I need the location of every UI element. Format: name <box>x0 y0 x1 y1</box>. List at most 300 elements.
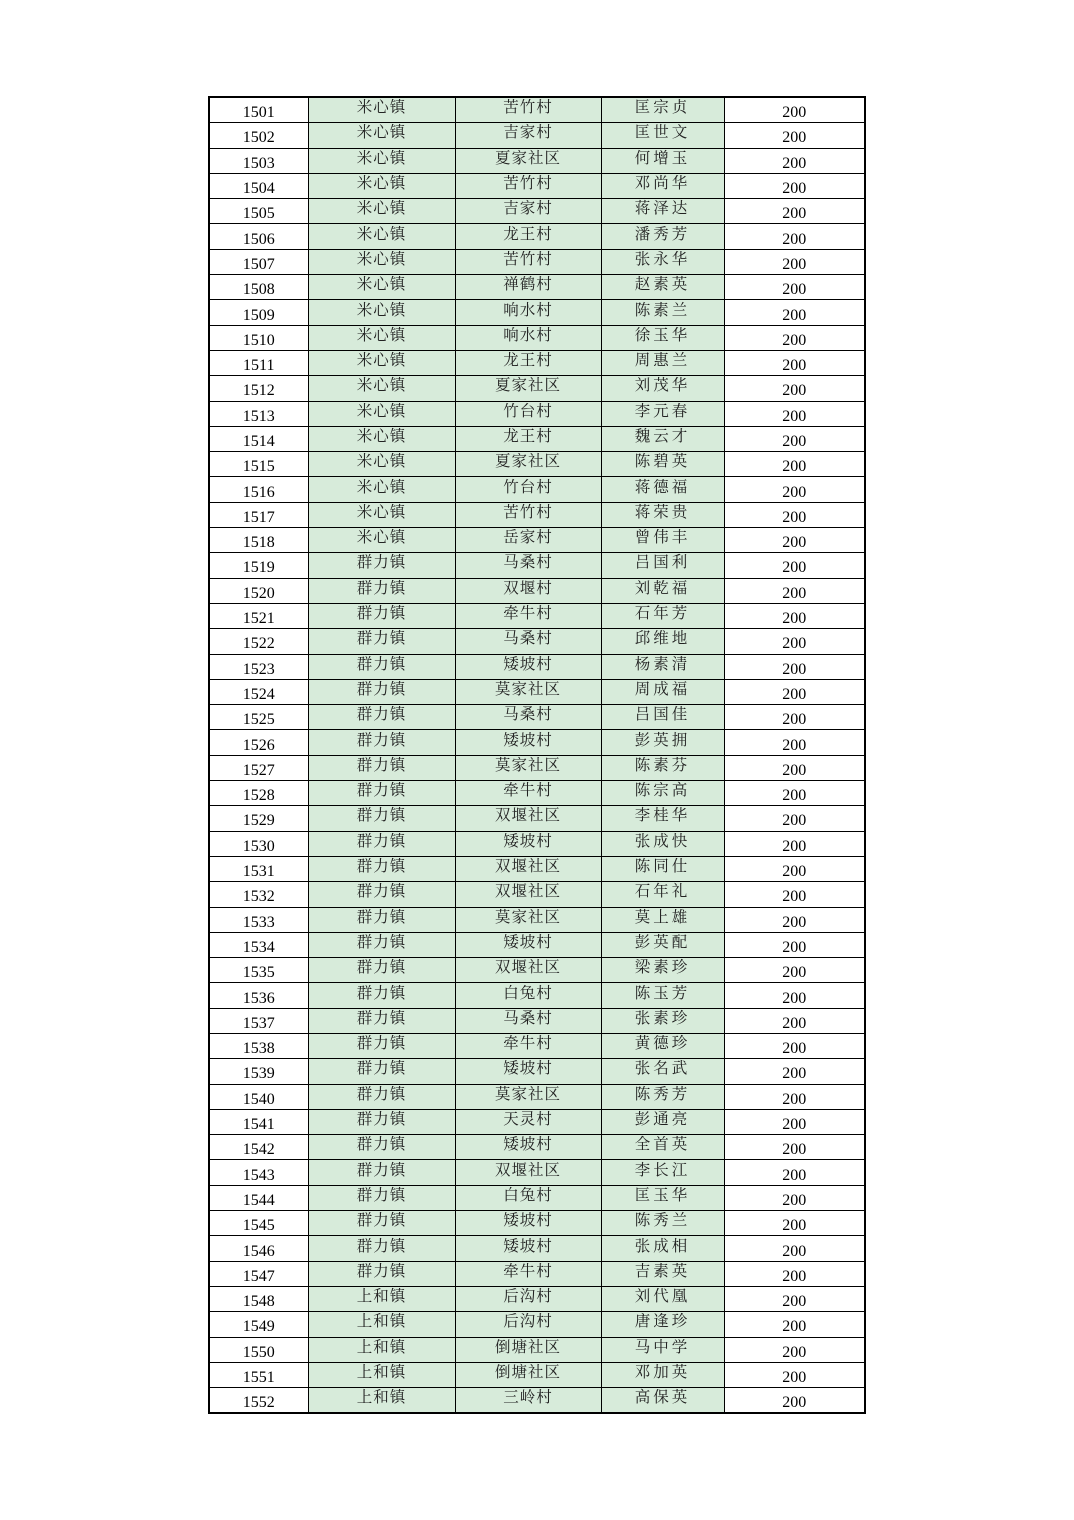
town-cell: 群力镇 <box>308 1059 455 1084</box>
town-cell: 群力镇 <box>308 730 455 755</box>
amount-cell: 200 <box>724 452 865 477</box>
town-cell: 群力镇 <box>308 654 455 679</box>
table-row <box>209 148 865 173</box>
person-name-cell: 李长江 <box>601 1160 724 1185</box>
table-row <box>209 1033 865 1058</box>
serial-number-cell: 1536 <box>209 983 308 1008</box>
village-cell: 夏家社区 <box>455 452 601 477</box>
serial-number-cell: 1501 <box>209 97 308 123</box>
amount-cell: 200 <box>724 1185 865 1210</box>
table-row <box>209 654 865 679</box>
amount-cell: 200 <box>724 755 865 780</box>
person-name-cell: 吉素英 <box>601 1261 724 1286</box>
serial-number-cell: 1522 <box>209 629 308 654</box>
serial-number-cell: 1549 <box>209 1312 308 1337</box>
serial-number-cell: 1547 <box>209 1261 308 1286</box>
town-cell: 米心镇 <box>308 528 455 553</box>
person-name-cell: 唐逢珍 <box>601 1312 724 1337</box>
person-name-cell: 陈宗高 <box>601 781 724 806</box>
village-cell: 牵牛村 <box>455 1033 601 1058</box>
amount-cell: 200 <box>724 730 865 755</box>
serial-number-cell: 1521 <box>209 603 308 628</box>
serial-number-cell: 1529 <box>209 806 308 831</box>
town-cell: 米心镇 <box>308 249 455 274</box>
amount-cell: 200 <box>724 1337 865 1362</box>
village-cell: 白兔村 <box>455 1185 601 1210</box>
serial-number-cell: 1518 <box>209 528 308 553</box>
table-row <box>209 781 865 806</box>
town-cell: 群力镇 <box>308 755 455 780</box>
village-cell: 苦竹村 <box>455 97 601 123</box>
table-row <box>209 325 865 350</box>
serial-number-cell: 1503 <box>209 148 308 173</box>
table-row <box>209 603 865 628</box>
person-name-cell: 彭英配 <box>601 932 724 957</box>
person-name-cell: 全首英 <box>601 1135 724 1160</box>
town-cell: 群力镇 <box>308 629 455 654</box>
amount-cell: 200 <box>724 528 865 553</box>
town-cell: 米心镇 <box>308 502 455 527</box>
amount-cell: 200 <box>724 224 865 249</box>
town-cell: 群力镇 <box>308 806 455 831</box>
serial-number-cell: 1524 <box>209 679 308 704</box>
amount-cell: 200 <box>724 781 865 806</box>
person-name-cell: 梁素珍 <box>601 958 724 983</box>
village-cell: 禅鹤村 <box>455 275 601 300</box>
amount-cell: 200 <box>724 705 865 730</box>
roster-table <box>208 96 866 1414</box>
amount-cell: 200 <box>724 249 865 274</box>
amount-cell: 200 <box>724 1135 865 1160</box>
village-cell: 龙王村 <box>455 350 601 375</box>
village-cell: 矮坡村 <box>455 1135 601 1160</box>
village-cell: 竹台村 <box>455 477 601 502</box>
amount-cell: 200 <box>724 173 865 198</box>
table-row <box>209 1160 865 1185</box>
table-row <box>209 958 865 983</box>
village-cell: 牵牛村 <box>455 603 601 628</box>
amount-cell: 200 <box>724 1059 865 1084</box>
table-row <box>209 452 865 477</box>
amount-cell: 200 <box>724 983 865 1008</box>
serial-number-cell: 1539 <box>209 1059 308 1084</box>
amount-cell: 200 <box>724 907 865 932</box>
serial-number-cell: 1552 <box>209 1388 308 1414</box>
table-row <box>209 1135 865 1160</box>
village-cell: 后沟村 <box>455 1312 601 1337</box>
person-name-cell: 匡世文 <box>601 123 724 148</box>
amount-cell: 200 <box>724 679 865 704</box>
amount-cell: 200 <box>724 629 865 654</box>
amount-cell: 200 <box>724 1211 865 1236</box>
person-name-cell: 张素珍 <box>601 1008 724 1033</box>
village-cell: 岳家村 <box>455 528 601 553</box>
serial-number-cell: 1551 <box>209 1362 308 1387</box>
table-row <box>209 1185 865 1210</box>
table-row <box>209 1008 865 1033</box>
amount-cell: 200 <box>724 806 865 831</box>
town-cell: 上和镇 <box>308 1337 455 1362</box>
town-cell: 群力镇 <box>308 705 455 730</box>
person-name-cell: 刘乾福 <box>601 578 724 603</box>
table-row <box>209 932 865 957</box>
serial-number-cell: 1525 <box>209 705 308 730</box>
town-cell: 群力镇 <box>308 1135 455 1160</box>
serial-number-cell: 1510 <box>209 325 308 350</box>
person-name-cell: 张名武 <box>601 1059 724 1084</box>
village-cell: 牵牛村 <box>455 781 601 806</box>
amount-cell: 200 <box>724 1261 865 1286</box>
town-cell: 群力镇 <box>308 578 455 603</box>
serial-number-cell: 1511 <box>209 350 308 375</box>
table-row <box>209 629 865 654</box>
village-cell: 莫家社区 <box>455 679 601 704</box>
village-cell: 双堰村 <box>455 578 601 603</box>
roster-table-body <box>209 97 865 1413</box>
town-cell: 群力镇 <box>308 932 455 957</box>
village-cell: 夏家社区 <box>455 148 601 173</box>
serial-number-cell: 1530 <box>209 831 308 856</box>
amount-cell: 200 <box>724 1236 865 1261</box>
town-cell: 米心镇 <box>308 376 455 401</box>
person-name-cell: 彭英拥 <box>601 730 724 755</box>
person-name-cell: 赵素英 <box>601 275 724 300</box>
person-name-cell: 周成福 <box>601 679 724 704</box>
village-cell: 竹台村 <box>455 401 601 426</box>
town-cell: 群力镇 <box>308 603 455 628</box>
table-row <box>209 1261 865 1286</box>
person-name-cell: 周惠兰 <box>601 350 724 375</box>
village-cell: 双堰社区 <box>455 806 601 831</box>
person-name-cell: 魏云才 <box>601 426 724 451</box>
town-cell: 群力镇 <box>308 1033 455 1058</box>
village-cell: 马桑村 <box>455 629 601 654</box>
amount-cell: 200 <box>724 603 865 628</box>
serial-number-cell: 1512 <box>209 376 308 401</box>
person-name-cell: 石年礼 <box>601 882 724 907</box>
table-row <box>209 1236 865 1261</box>
village-cell: 矮坡村 <box>455 831 601 856</box>
table-row <box>209 1388 865 1414</box>
village-cell: 马桑村 <box>455 553 601 578</box>
town-cell: 米心镇 <box>308 123 455 148</box>
table-row <box>209 806 865 831</box>
table-row <box>209 97 865 123</box>
amount-cell: 200 <box>724 831 865 856</box>
amount-cell: 200 <box>724 275 865 300</box>
village-cell: 矮坡村 <box>455 654 601 679</box>
town-cell: 米心镇 <box>308 173 455 198</box>
town-cell: 群力镇 <box>308 983 455 1008</box>
village-cell: 响水村 <box>455 300 601 325</box>
village-cell: 矮坡村 <box>455 730 601 755</box>
person-name-cell: 陈同仕 <box>601 856 724 881</box>
table-row <box>209 123 865 148</box>
village-cell: 矮坡村 <box>455 932 601 957</box>
village-cell: 矮坡村 <box>455 1059 601 1084</box>
amount-cell: 200 <box>724 376 865 401</box>
person-name-cell: 蒋荣贵 <box>601 502 724 527</box>
table-row <box>209 376 865 401</box>
person-name-cell: 彭通亮 <box>601 1109 724 1134</box>
town-cell: 米心镇 <box>308 300 455 325</box>
town-cell: 米心镇 <box>308 224 455 249</box>
amount-cell: 200 <box>724 1008 865 1033</box>
person-name-cell: 张成相 <box>601 1236 724 1261</box>
town-cell: 群力镇 <box>308 958 455 983</box>
person-name-cell: 何增玉 <box>601 148 724 173</box>
person-name-cell: 石年芳 <box>601 603 724 628</box>
serial-number-cell: 1528 <box>209 781 308 806</box>
person-name-cell: 匡玉华 <box>601 1185 724 1210</box>
person-name-cell: 吕国利 <box>601 553 724 578</box>
amount-cell: 200 <box>724 97 865 123</box>
amount-cell: 200 <box>724 1109 865 1134</box>
village-cell: 苦竹村 <box>455 173 601 198</box>
village-cell: 马桑村 <box>455 1008 601 1033</box>
amount-cell: 200 <box>724 1084 865 1109</box>
table-row <box>209 578 865 603</box>
town-cell: 群力镇 <box>308 1109 455 1134</box>
serial-number-cell: 1523 <box>209 654 308 679</box>
village-cell: 莫家社区 <box>455 907 601 932</box>
table-row <box>209 1109 865 1134</box>
town-cell: 米心镇 <box>308 426 455 451</box>
village-cell: 后沟村 <box>455 1286 601 1311</box>
town-cell: 米心镇 <box>308 275 455 300</box>
serial-number-cell: 1516 <box>209 477 308 502</box>
serial-number-cell: 1544 <box>209 1185 308 1210</box>
serial-number-cell: 1535 <box>209 958 308 983</box>
amount-cell: 200 <box>724 1033 865 1058</box>
table-row <box>209 477 865 502</box>
person-name-cell: 蒋德福 <box>601 477 724 502</box>
table-row <box>209 553 865 578</box>
town-cell: 米心镇 <box>308 477 455 502</box>
amount-cell: 200 <box>724 553 865 578</box>
table-row <box>209 350 865 375</box>
person-name-cell: 蒋泽达 <box>601 199 724 224</box>
person-name-cell: 陈素芬 <box>601 755 724 780</box>
town-cell: 米心镇 <box>308 452 455 477</box>
town-cell: 群力镇 <box>308 1261 455 1286</box>
table-row <box>209 882 865 907</box>
serial-number-cell: 1519 <box>209 553 308 578</box>
town-cell: 上和镇 <box>308 1388 455 1414</box>
village-cell: 吉家村 <box>455 123 601 148</box>
amount-cell: 200 <box>724 654 865 679</box>
serial-number-cell: 1509 <box>209 300 308 325</box>
person-name-cell: 陈素兰 <box>601 300 724 325</box>
amount-cell: 200 <box>724 502 865 527</box>
person-name-cell: 陈秀芳 <box>601 1084 724 1109</box>
person-name-cell: 陈碧英 <box>601 452 724 477</box>
serial-number-cell: 1526 <box>209 730 308 755</box>
amount-cell: 200 <box>724 932 865 957</box>
serial-number-cell: 1550 <box>209 1337 308 1362</box>
town-cell: 群力镇 <box>308 1236 455 1261</box>
serial-number-cell: 1548 <box>209 1286 308 1311</box>
town-cell: 米心镇 <box>308 325 455 350</box>
village-cell: 双堰社区 <box>455 856 601 881</box>
amount-cell: 200 <box>724 882 865 907</box>
serial-number-cell: 1515 <box>209 452 308 477</box>
village-cell: 夏家社区 <box>455 376 601 401</box>
table-row <box>209 1059 865 1084</box>
person-name-cell: 黄德珍 <box>601 1033 724 1058</box>
serial-number-cell: 1520 <box>209 578 308 603</box>
village-cell: 马桑村 <box>455 705 601 730</box>
table-row <box>209 705 865 730</box>
serial-number-cell: 1527 <box>209 755 308 780</box>
village-cell: 矮坡村 <box>455 1236 601 1261</box>
table-row <box>209 199 865 224</box>
serial-number-cell: 1541 <box>209 1109 308 1134</box>
town-cell: 米心镇 <box>308 199 455 224</box>
person-name-cell: 邓尚华 <box>601 173 724 198</box>
serial-number-cell: 1502 <box>209 123 308 148</box>
table-row <box>209 1084 865 1109</box>
person-name-cell: 曾伟丰 <box>601 528 724 553</box>
table-row <box>209 831 865 856</box>
table-row <box>209 679 865 704</box>
table-row <box>209 401 865 426</box>
village-cell: 倒塘社区 <box>455 1337 601 1362</box>
serial-number-cell: 1538 <box>209 1033 308 1058</box>
person-name-cell: 杨素清 <box>601 654 724 679</box>
village-cell: 倒塘社区 <box>455 1362 601 1387</box>
serial-number-cell: 1517 <box>209 502 308 527</box>
amount-cell: 200 <box>724 958 865 983</box>
person-name-cell: 陈秀兰 <box>601 1211 724 1236</box>
amount-cell: 200 <box>724 1388 865 1414</box>
person-name-cell: 陈玉芳 <box>601 983 724 1008</box>
serial-number-cell: 1507 <box>209 249 308 274</box>
serial-number-cell: 1508 <box>209 275 308 300</box>
person-name-cell: 匡宗贞 <box>601 97 724 123</box>
serial-number-cell: 1532 <box>209 882 308 907</box>
village-cell: 矮坡村 <box>455 1211 601 1236</box>
person-name-cell: 邱维地 <box>601 629 724 654</box>
table-row <box>209 1211 865 1236</box>
person-name-cell: 张成快 <box>601 831 724 856</box>
serial-number-cell: 1542 <box>209 1135 308 1160</box>
person-name-cell: 刘茂华 <box>601 376 724 401</box>
amount-cell: 200 <box>724 350 865 375</box>
person-name-cell: 李桂华 <box>601 806 724 831</box>
village-cell: 双堰社区 <box>455 1160 601 1185</box>
table-row <box>209 1362 865 1387</box>
town-cell: 群力镇 <box>308 553 455 578</box>
person-name-cell: 吕国佳 <box>601 705 724 730</box>
table-row <box>209 426 865 451</box>
amount-cell: 200 <box>724 1312 865 1337</box>
village-cell: 双堰社区 <box>455 958 601 983</box>
serial-number-cell: 1545 <box>209 1211 308 1236</box>
serial-number-cell: 1506 <box>209 224 308 249</box>
town-cell: 上和镇 <box>308 1312 455 1337</box>
town-cell: 米心镇 <box>308 148 455 173</box>
village-cell: 龙王村 <box>455 426 601 451</box>
table-row <box>209 275 865 300</box>
serial-number-cell: 1505 <box>209 199 308 224</box>
person-name-cell: 高保英 <box>601 1388 724 1414</box>
serial-number-cell: 1504 <box>209 173 308 198</box>
person-name-cell: 潘秀芳 <box>601 224 724 249</box>
village-cell: 苦竹村 <box>455 249 601 274</box>
person-name-cell: 李元春 <box>601 401 724 426</box>
table-row <box>209 983 865 1008</box>
town-cell: 群力镇 <box>308 882 455 907</box>
table-row <box>209 249 865 274</box>
amount-cell: 200 <box>724 426 865 451</box>
village-cell: 三岭村 <box>455 1388 601 1414</box>
serial-number-cell: 1543 <box>209 1160 308 1185</box>
town-cell: 米心镇 <box>308 97 455 123</box>
table-row <box>209 730 865 755</box>
amount-cell: 200 <box>724 325 865 350</box>
table-row <box>209 173 865 198</box>
town-cell: 群力镇 <box>308 1160 455 1185</box>
table-row <box>209 528 865 553</box>
table-row <box>209 502 865 527</box>
village-cell: 响水村 <box>455 325 601 350</box>
village-cell: 苦竹村 <box>455 502 601 527</box>
amount-cell: 200 <box>724 300 865 325</box>
town-cell: 群力镇 <box>308 781 455 806</box>
town-cell: 群力镇 <box>308 831 455 856</box>
village-cell: 牵牛村 <box>455 1261 601 1286</box>
person-name-cell: 张永华 <box>601 249 724 274</box>
town-cell: 上和镇 <box>308 1286 455 1311</box>
amount-cell: 200 <box>724 1362 865 1387</box>
table-row <box>209 1312 865 1337</box>
amount-cell: 200 <box>724 401 865 426</box>
village-cell: 白兔村 <box>455 983 601 1008</box>
town-cell: 米心镇 <box>308 350 455 375</box>
serial-number-cell: 1534 <box>209 932 308 957</box>
serial-number-cell: 1546 <box>209 1236 308 1261</box>
amount-cell: 200 <box>724 1286 865 1311</box>
person-name-cell: 马中学 <box>601 1337 724 1362</box>
town-cell: 群力镇 <box>308 1008 455 1033</box>
person-name-cell: 刘代凰 <box>601 1286 724 1311</box>
amount-cell: 200 <box>724 1160 865 1185</box>
serial-number-cell: 1540 <box>209 1084 308 1109</box>
serial-number-cell: 1513 <box>209 401 308 426</box>
town-cell: 米心镇 <box>308 401 455 426</box>
town-cell: 群力镇 <box>308 907 455 932</box>
table-row <box>209 224 865 249</box>
serial-number-cell: 1514 <box>209 426 308 451</box>
table-row <box>209 300 865 325</box>
amount-cell: 200 <box>724 477 865 502</box>
village-cell: 龙王村 <box>455 224 601 249</box>
town-cell: 群力镇 <box>308 1211 455 1236</box>
amount-cell: 200 <box>724 578 865 603</box>
table-row <box>209 755 865 780</box>
amount-cell: 200 <box>724 199 865 224</box>
town-cell: 群力镇 <box>308 1185 455 1210</box>
village-cell: 莫家社区 <box>455 1084 601 1109</box>
village-cell: 吉家村 <box>455 199 601 224</box>
serial-number-cell: 1537 <box>209 1008 308 1033</box>
person-name-cell: 莫上雄 <box>601 907 724 932</box>
town-cell: 群力镇 <box>308 856 455 881</box>
amount-cell: 200 <box>724 856 865 881</box>
table-row <box>209 1337 865 1362</box>
person-name-cell: 邓加英 <box>601 1362 724 1387</box>
